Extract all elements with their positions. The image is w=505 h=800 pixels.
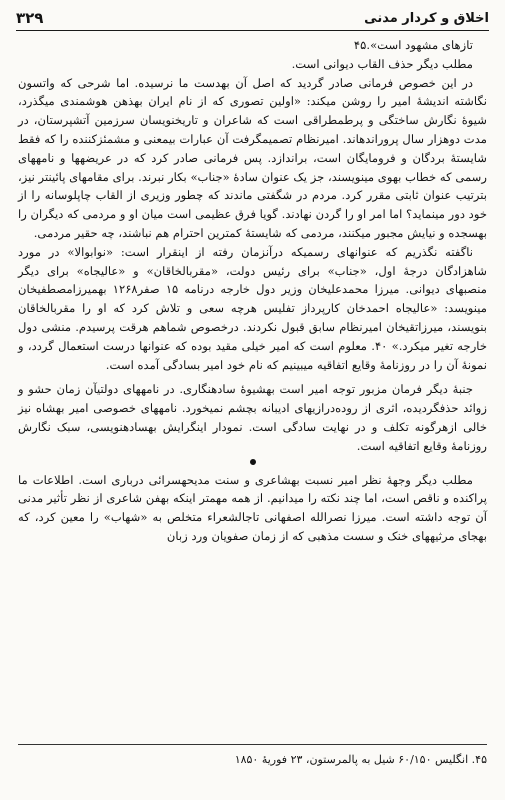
footnote-divider bbox=[18, 744, 487, 745]
paragraph-simple-writing: جنبهٔ دیگر فرمان مزبور توجه امیر است بهشیوهٔ سادهنگاری. در نامههای دولتیآن زمان حشو و زوائد حذفگردیده، اثری از روده‌درازیهای ادیبانه بچشم نمیخورد. نامههای خصوصی امیر بهشاه نیز خالی ازهرگونه تکلف و در نهایت سادگی است. نمودار اینگرایش بهسادهنویسی، سبک نگارش روزنامهٔ وقایع اتفاقیه است. bbox=[18, 382, 487, 453]
paragraph-watson-account: در این خصوص فرمانی صادر گردید که اصل آن بهدست ما نرسیده. اما شرحی که واتسون نگاشته اندیشهٔ امیر را روشن میکند: «اولین تصوری که از نام ایران بهذهن هوشمندی میگذرد، شیوهٔ نگارش ساختگی و پرطمطراقی است که شاعران و تاریخنویسان سرزمین آتشپرستان، در مدت دوهزار سال پروراندهاند. امیرنظام تصمیمگرفت آن عبارات بیمعنی و مشمئزکننده را که فقط شایستهٔ بردگان و فرومایگان است، براندازد. پس فرمانی صادر کرد که در عریضهها و نامههای رسمی که خطاب بهوی مینویسند، جز یک عنوان سادهٔ «جناب» بکار نبرند. برای مقامهای پائینتر نیز، بترتیب عنوان ثابتی مقرر کرد. مردم در شگفتی ماندند که چطور وزیری از القاب چاپلوسانه را از خود دور مینماید؟ اما امر او را گردن نهادند. گویا فرق عظیمی است میان او و مردمی که دیگران را بهسجده و نیایش مجبور میکنند، مردمی که شایستهٔ کمترین احترام هم نباشند، چه حقیر مردمی. bbox=[17, 75, 487, 240]
paragraph-quote-end: تازهای مشهود است».۴۵ bbox=[353, 38, 473, 52]
running-title: اخلاق و کردار مدنی bbox=[364, 10, 489, 26]
paragraph-titles-topic: مطلب دیگر حذف القاب دیوانی است. bbox=[291, 56, 473, 71]
section-divider-dot bbox=[250, 459, 256, 465]
paragraph-poetry: مطلب دیگر وجههٔ نظر امیر نسبت بهشاعری و سنت مدیحهسرائی درباری است. اطلاعات ما پراکنده و ناقص است، اما چند نکته را میدانیم. از همه مهمتر اینکه بهفن شاعری از نظر تأثیر مدنی آن توجه داشته است. میرزا نصرالله اصفهانی تاجالشعراء متخلص به «شهاب» را معین کرد، که بهجای مرثیههای خنک و سست مذهبی که از زمان صفویان ورد زبان bbox=[18, 472, 487, 543]
page-number: ۳۲۹ bbox=[16, 9, 44, 27]
footnote: ۴۵. انگلیس ۶۰/۱۵۰ شیل به پالمرستون، ۲۳ فوریهٔ ۱۸۵۰ bbox=[234, 753, 487, 766]
body-text bbox=[18, 36, 487, 546]
page-header bbox=[16, 6, 489, 31]
paragraph-official-titles: ناگفته نگذریم که عنوانهای رسمیکه درآنزمان رفته از اینقرار است: «نوابوالا» در مورد شاهزادگان درجهٔ اول، «جناب» برای رئیس دولت، «مقربالخاقان» و «عالیجاه» برای دیگر منصبهای دیوانی. میرزا محمدعلیخان وزیر دول خارجه درنامه ۱۵ صفر۱۲۶۸ بهمیرزامصطفیخان مینویسد: «عالیجاه احمدخان کارپرداز تفلیس هرچه سعی و تلاش کرد که او را مقربالخاقان بنویسند، میرزاتقیخان امیرنظام سابق قبول نکردند. درخصوص شماهم هرقت پرسیدم. منشی دول خارجه تغیر میکرد.» ۴۰. معلوم است که امیر خیلی مقید بوده که عنوانها درست استعمال گردد، و نمونهٔ آن را در روزنامهٔ وقایع اتفاقیه میبینیم که نام خود امیر بسادگی آمده است. bbox=[18, 244, 488, 372]
